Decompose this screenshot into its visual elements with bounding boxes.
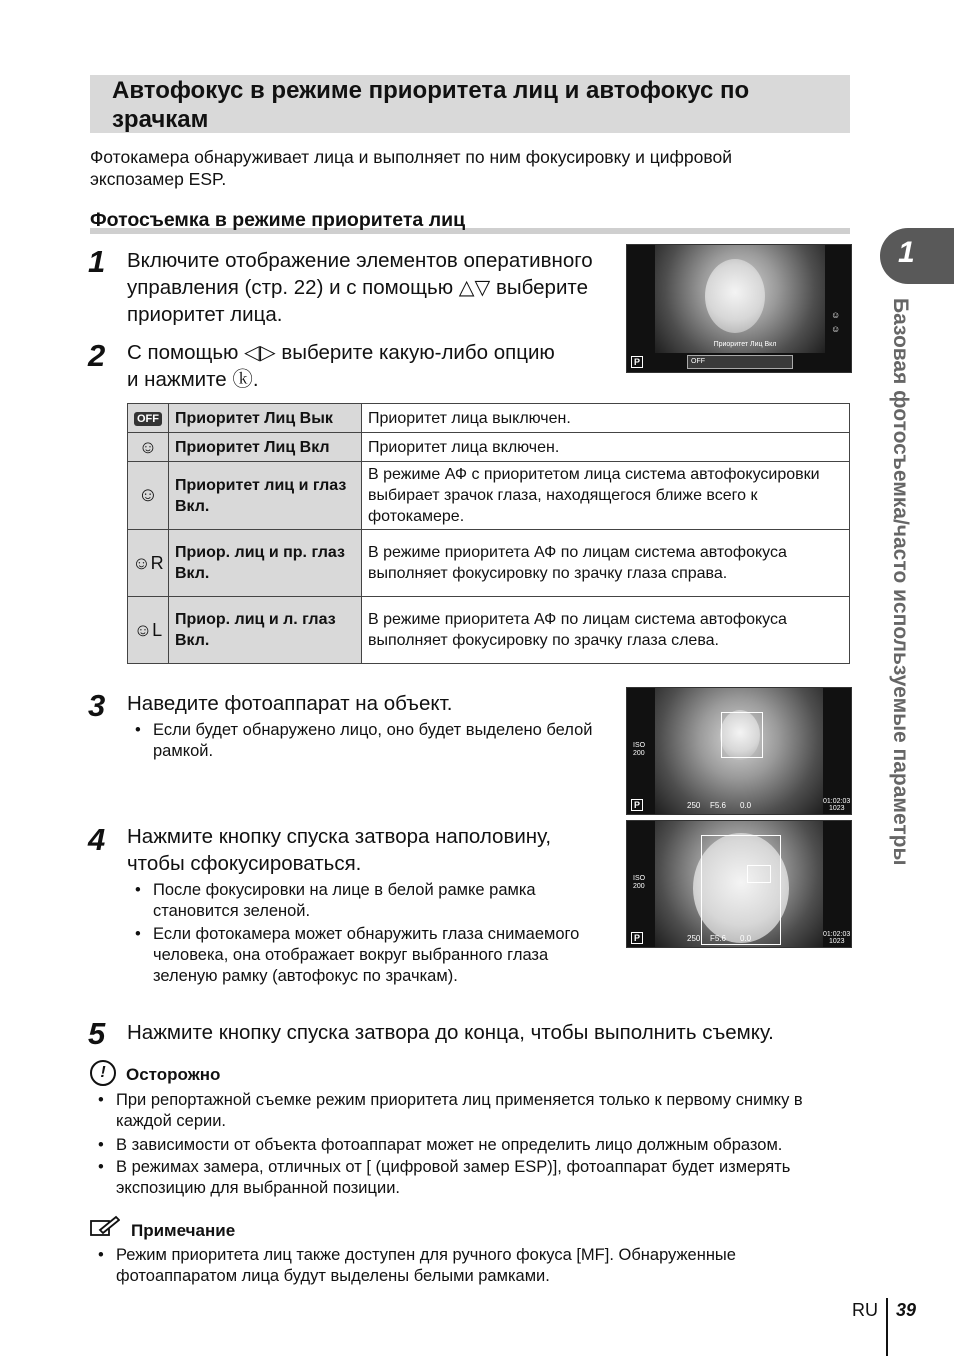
chapter-tab xyxy=(880,228,954,284)
face-priority-on-icon: ☺ xyxy=(128,433,169,462)
language-code: RU xyxy=(852,1300,878,1320)
time-remaining: 01:02:03 xyxy=(823,798,851,805)
shots-remaining: 1023 xyxy=(829,938,845,945)
face-detection-frame xyxy=(721,712,763,758)
mode-p-badge: P xyxy=(631,356,643,368)
page-title: Автофокус в режиме приоритета лиц и автофокус по зрачкам xyxy=(112,77,750,133)
shutter-speed: 250 xyxy=(687,934,701,943)
footer-divider xyxy=(886,1298,888,1356)
option-name: Приоритет Лиц Вык xyxy=(169,404,362,433)
face-detection-frame xyxy=(701,835,781,945)
live-photo xyxy=(655,821,823,947)
caution-icon: ! xyxy=(90,1060,116,1086)
caution-item-2: • В зависимости от объекта фотоаппарат может не определить лицо должным образом. xyxy=(98,1136,783,1154)
page-number: 39 xyxy=(896,1300,917,1320)
step-4-bullet-2: • Если фотокамера может обнаружить глаза снимаемого человека, она отображает вокруг выбранного глаза зеленую рамку (автофокус по зрачкам). xyxy=(135,925,580,985)
chapter-number: 1 xyxy=(898,236,915,269)
option-desc: Приоритет лица включен. xyxy=(362,433,850,462)
mode-p-badge: P xyxy=(631,932,643,944)
aperture: F5.6 xyxy=(710,801,727,810)
step-4-text: Нажмите кнопку спуска затвора наполовину, чтобы сфокусироваться. xyxy=(127,825,552,875)
menu-side-icons xyxy=(827,251,845,351)
face-priority-off-icon: OFF xyxy=(128,404,169,433)
intro-text: Фотокамера обнаруживает лица и выполняет по ним фокусировку и цифровой экспозамер ESP. xyxy=(90,147,732,189)
option-desc: Приоритет лица выключен. xyxy=(362,404,850,433)
table-row xyxy=(128,597,850,664)
live-photo xyxy=(655,688,823,814)
iso-value: 200 xyxy=(633,883,645,890)
exposure-comp: 0.0 xyxy=(740,801,752,810)
step-4-bullet-1: • После фокусировки на лице в белой рамке рамка становится зеленой. xyxy=(135,881,536,920)
caution-item-1: • При репортажной съемке режим приоритета лиц применяется только к первому снимку в каждой серии. xyxy=(98,1091,803,1130)
menu-caption: Приоритет Лиц Вкл xyxy=(713,341,777,348)
face-icon: ☺ xyxy=(831,310,841,320)
chapter-label: Базовая фотосъемка/часто используемые параметры xyxy=(889,298,912,866)
step-4-number: 4 xyxy=(88,822,106,857)
shutter-speed: 250 xyxy=(687,801,701,810)
eye-af-frame xyxy=(747,865,771,883)
subheading: Фотосъемка в режиме приоритета лиц xyxy=(90,209,466,231)
table-row xyxy=(128,530,850,597)
step-5-number: 5 xyxy=(88,1016,106,1051)
option-strip xyxy=(687,355,793,369)
face-icon: ☺ xyxy=(831,324,841,334)
option-desc: В режиме АФ с приоритетом лица система автофокусировки выбирает зрачок глаза, находящегося ближе всего к фотокамере. xyxy=(362,462,850,530)
option-name: Приоритет лиц и глаз Вкл. xyxy=(169,462,362,530)
note-item-1: • Режим приоритета лиц также доступен для ручного фокуса [MF]. Обнаруженные фотоаппаратом лица будут выделены белыми рамками. xyxy=(98,1246,736,1285)
note-heading: Примечание xyxy=(131,1221,236,1240)
live-view-screen-eye-focus xyxy=(626,820,852,948)
step-1-number: 1 xyxy=(88,244,106,279)
iso-label: ISO xyxy=(633,742,646,749)
option-name: Приор. лиц и пр. глаз Вкл. xyxy=(169,530,362,597)
iso-label: ISO xyxy=(633,875,646,882)
table-row xyxy=(128,433,850,462)
aperture: F5.6 xyxy=(710,934,727,943)
time-remaining: 01:02:03 xyxy=(823,931,851,938)
step-3-number: 3 xyxy=(88,688,106,723)
face-eye-priority-icon: ☺ xyxy=(128,462,169,530)
face-priority-menu-screen xyxy=(626,244,852,373)
table-row xyxy=(128,404,850,433)
step-2-number: 2 xyxy=(88,338,106,373)
step-3-text: Наведите фотоаппарат на объект. xyxy=(127,692,453,715)
off-label: OFF xyxy=(691,358,705,365)
option-desc: В режиме приоритета АФ по лицам система автофокуса выполняет фокусировку по зрачку глаза слева. xyxy=(362,597,850,664)
option-desc: В режиме приоритета АФ по лицам система автофокуса выполняет фокусировку по зрачку глаза справа. xyxy=(362,530,850,597)
table-row xyxy=(128,462,850,530)
face-left-eye-priority-icon: ☺L xyxy=(128,597,169,664)
option-name: Приоритет Лиц Вкл xyxy=(169,433,362,462)
caution-heading: Осторожно xyxy=(126,1065,221,1084)
iso-value: 200 xyxy=(633,750,645,757)
option-name: Приор. лиц и л. глаз Вкл. xyxy=(169,597,362,664)
caution-item-3: • В режимах замера, отличных от [ (цифровой замер ESP)], фотоаппарат будет измерять экспозицию для выбранной позиции. xyxy=(98,1158,791,1197)
child-face xyxy=(705,259,765,333)
step-5-text: Нажмите кнопку спуска затвора до конца, чтобы выполнить съемку. xyxy=(127,1021,774,1044)
mode-p-badge: P xyxy=(631,799,643,811)
exposure-comp: 0.0 xyxy=(740,934,752,943)
face-priority-options-table xyxy=(127,403,850,664)
pencil-note-icon xyxy=(90,1215,120,1237)
step-1-text: Включите отображение элементов оперативного управления (стр. 22) и с помощью △▽ выберите приоритет лица. xyxy=(127,249,593,326)
live-view-screen-face-detected xyxy=(626,687,852,815)
face-right-eye-priority-icon: ☺R xyxy=(128,530,169,597)
shots-remaining: 1023 xyxy=(829,805,845,812)
step-3-bullet: • Если будет обнаружено лицо, оно будет выделено белой рамкой. xyxy=(135,721,593,760)
step-2-text: С помощью ◁▷ выберите какую-либо опцию и нажмите ⓚ. xyxy=(127,341,555,391)
menu-photo xyxy=(655,245,825,353)
